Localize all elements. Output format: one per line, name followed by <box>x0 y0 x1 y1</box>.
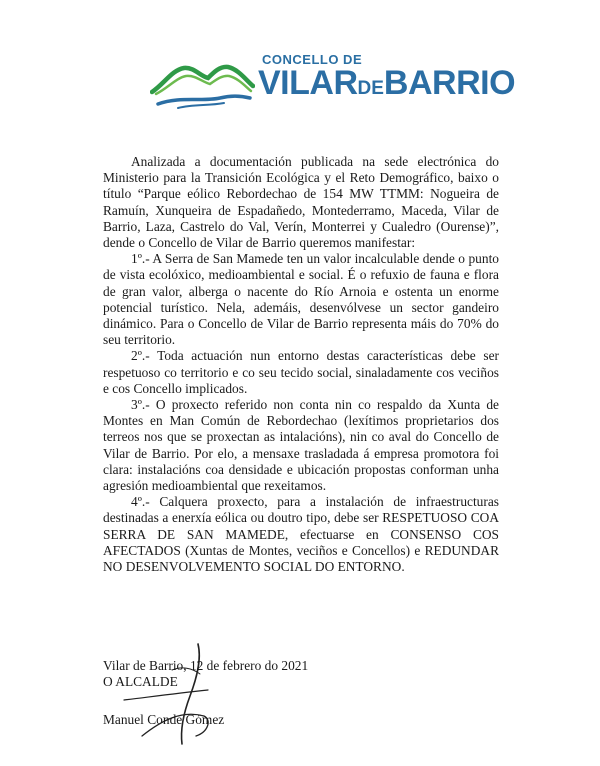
logo-vilar: VILAR <box>258 64 358 102</box>
letter-body <box>103 154 499 575</box>
point-3-paragraph: 3º.- O proxecto referido non conta nin co respaldo da Xunta de Montes en Man Común de Rebordechao (lexítimos proprietarios dos terreos nos que se proxectan as intalacións), nin co aval do Concello de Vilar de Barrio. Por elo, a mensaxe trasladada á empresa promotora foi clara: instalacións coa densidade e ubicación propostas conforman unha agresión medioambiental que rexeitamos. <box>103 397 499 494</box>
point-4-paragraph: 4º.- Calquera proxecto, para a instalación de infraestructuras destinadas a enerxía eólica ou doutro tipo, debe ser RESPETUOSO COA SERRA DE SAN MAMEDE, efectuarse en CONSENSO COS AFECTADOS (Xuntas de Montes, veciños e Concellos) e REDUNDAR NO DESENVOLVEMENTO SOCIAL DO ENTORNO. <box>103 494 499 575</box>
logo-vilar-de-barrio <box>258 64 515 103</box>
point-1-paragraph: 1º.- A Serra de San Mamede ten un valor incalculable dende o punto de vista ecolóxico, medioambiental e social. É o refuxio de fauna e flora de gran valor, alberga o nacente do Río Arnoia e ostenta un enorme potencial turístico. Nela, ademáis, desenvólvese un sector gandeiro dinámico. Para o Concello de Vilar de Barrio representa máis do 70% do seu territorio. <box>103 251 499 348</box>
mountains-river-icon <box>150 58 255 110</box>
logo-concello-text: CONCELLO DE <box>262 52 363 67</box>
signer-role: O ALCALDE <box>103 674 178 690</box>
concello-logo <box>150 52 516 114</box>
logo-de: DE <box>357 78 384 99</box>
logo-barrio: BARRIO <box>383 64 516 102</box>
signature-block <box>103 658 503 729</box>
place-date: Vilar de Barrio, 12 de febrero do 2021 <box>103 658 309 673</box>
point-2-paragraph: 2º.- Toda actuación nun entorno destas características debe ser respetuoso co territorio e co seu tecido social, sinaladamente cos veciños e cos Concello implicados. <box>103 348 499 396</box>
intro-paragraph: Analizada a documentación publicada na sede electrónica do Ministerio para la Transición Ecológica y el Reto Demográfico, baixo o título “Parque eólico Rebordechao de 154 MW TTMM: Nogueira de Ramuín, Xunqueira de Espadañedo, Montederramo, Maceda, Vilar de Barrio, Laza, Castrelo do Val, Verín, Monterrei y Cualedro (Ourense)”, dende o Concello de Vilar de Barrio queremos manifestar: <box>103 154 499 251</box>
signer-name: Manuel Conde Gómez <box>103 712 225 728</box>
